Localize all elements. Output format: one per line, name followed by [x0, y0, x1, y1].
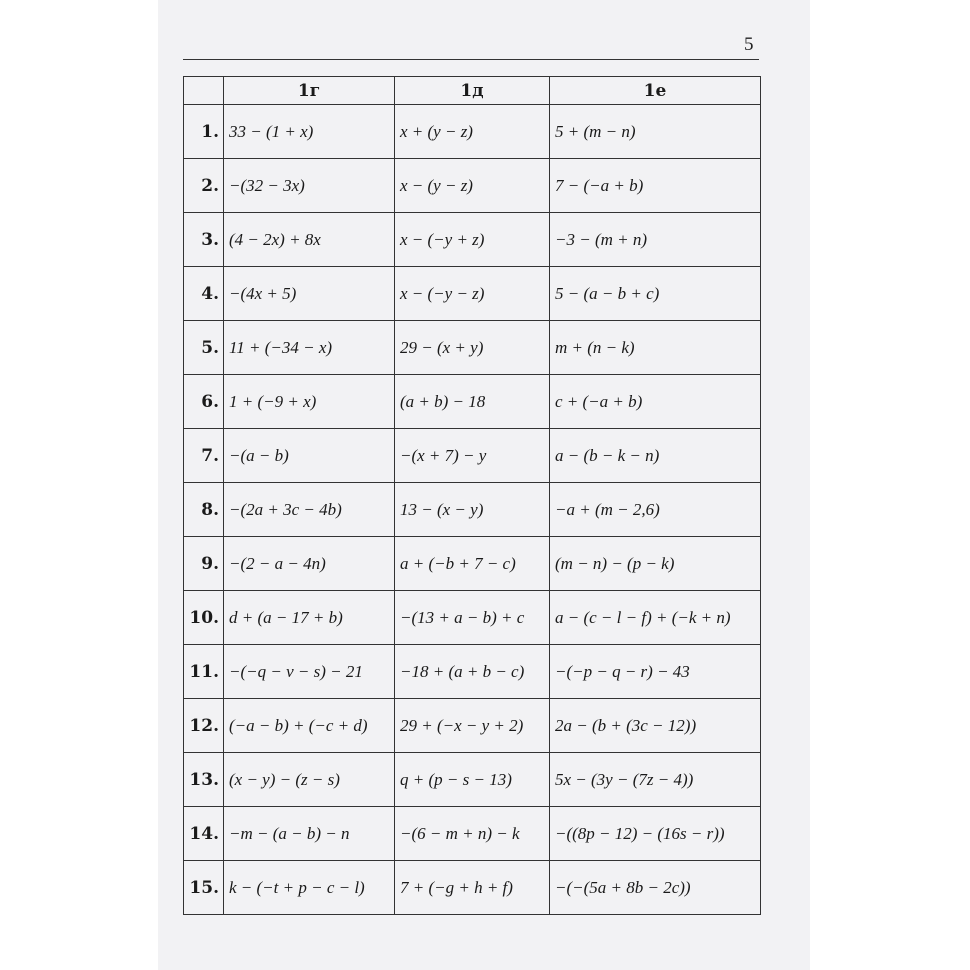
- expression-cell: (x − y) − (z − s): [224, 753, 395, 807]
- expression-cell: 5 + (m − n): [550, 105, 761, 159]
- expression-cell: −(32 − 3x): [224, 159, 395, 213]
- row-number: 3.: [184, 213, 224, 267]
- expression-cell: −(a − b): [224, 429, 395, 483]
- expression-cell: (a + b) − 18: [395, 375, 550, 429]
- expression-cell: −(2 − a − 4n): [224, 537, 395, 591]
- expression-cell: −18 + (a + b − c): [395, 645, 550, 699]
- expression-cell: (−a − b) + (−c + d): [224, 699, 395, 753]
- table-row: [184, 159, 761, 213]
- table-row: [184, 429, 761, 483]
- row-number: 13.: [184, 753, 224, 807]
- row-number: 14.: [184, 807, 224, 861]
- expression-cell: 5 − (a − b + c): [550, 267, 761, 321]
- row-number: 1.: [184, 105, 224, 159]
- expression-cell: (4 − 2x) + 8x: [224, 213, 395, 267]
- table-row: [184, 753, 761, 807]
- table-row: [184, 861, 761, 915]
- expression-cell: 33 − (1 + x): [224, 105, 395, 159]
- header-rule: [183, 59, 759, 60]
- row-number: 12.: [184, 699, 224, 753]
- expression-cell: −(2a + 3c − 4b): [224, 483, 395, 537]
- row-number: 8.: [184, 483, 224, 537]
- table-row: [184, 321, 761, 375]
- expression-cell: 7 + (−g + h + f): [395, 861, 550, 915]
- expression-cell: q + (p − s − 13): [395, 753, 550, 807]
- row-number: 7.: [184, 429, 224, 483]
- column-header: 1г: [224, 77, 395, 105]
- expression-cell: −((8p − 12) − (16s − r)): [550, 807, 761, 861]
- table-row: [184, 213, 761, 267]
- table-row: [184, 105, 761, 159]
- row-number: 10.: [184, 591, 224, 645]
- expression-cell: −(4x + 5): [224, 267, 395, 321]
- expression-cell: 13 − (x − y): [395, 483, 550, 537]
- expression-cell: −(x + 7) − y: [395, 429, 550, 483]
- row-number: 11.: [184, 645, 224, 699]
- table-row: [184, 699, 761, 753]
- expression-cell: a − (b − k − n): [550, 429, 761, 483]
- expression-cell: 29 + (−x − y + 2): [395, 699, 550, 753]
- table-row: [184, 645, 761, 699]
- expression-cell: a − (c − l − f) + (−k + n): [550, 591, 761, 645]
- expression-cell: 7 − (−a + b): [550, 159, 761, 213]
- expression-cell: 11 + (−34 − x): [224, 321, 395, 375]
- expression-cell: c + (−a + b): [550, 375, 761, 429]
- row-number: 4.: [184, 267, 224, 321]
- expression-cell: −(−p − q − r) − 43: [550, 645, 761, 699]
- expression-cell: −(6 − m + n) − k: [395, 807, 550, 861]
- expression-cell: −(13 + a − b) + c: [395, 591, 550, 645]
- row-number: 5.: [184, 321, 224, 375]
- expression-cell: −(−q − v − s) − 21: [224, 645, 395, 699]
- exercise-table: [183, 76, 761, 915]
- page-number: 5: [744, 34, 754, 55]
- expression-cell: x − (−y + z): [395, 213, 550, 267]
- expression-cell: (m − n) − (p − k): [550, 537, 761, 591]
- expression-cell: x − (−y − z): [395, 267, 550, 321]
- expression-cell: 2a − (b + (3c − 12)): [550, 699, 761, 753]
- table-row: [184, 807, 761, 861]
- expression-cell: 1 + (−9 + x): [224, 375, 395, 429]
- table-row: [184, 591, 761, 645]
- expression-cell: x − (y − z): [395, 159, 550, 213]
- expression-cell: 5x − (3y − (7z − 4)): [550, 753, 761, 807]
- column-header: 1е: [550, 77, 761, 105]
- row-number: 6.: [184, 375, 224, 429]
- expression-cell: k − (−t + p − c − l): [224, 861, 395, 915]
- expression-cell: m + (n − k): [550, 321, 761, 375]
- table-header-row: [184, 77, 761, 105]
- table-row: [184, 267, 761, 321]
- column-header: [184, 77, 224, 105]
- row-number: 15.: [184, 861, 224, 915]
- row-number: 2.: [184, 159, 224, 213]
- expression-cell: 29 − (x + y): [395, 321, 550, 375]
- expression-cell: a + (−b + 7 − c): [395, 537, 550, 591]
- expression-cell: −a + (m − 2,6): [550, 483, 761, 537]
- expression-cell: d + (a − 17 + b): [224, 591, 395, 645]
- table-row: [184, 483, 761, 537]
- table-row: [184, 375, 761, 429]
- row-number: 9.: [184, 537, 224, 591]
- column-header: 1д: [395, 77, 550, 105]
- expression-cell: −m − (a − b) − n: [224, 807, 395, 861]
- expression-cell: −3 − (m + n): [550, 213, 761, 267]
- expression-cell: x + (y − z): [395, 105, 550, 159]
- expression-cell: −(−(5a + 8b − 2c)): [550, 861, 761, 915]
- table-row: [184, 537, 761, 591]
